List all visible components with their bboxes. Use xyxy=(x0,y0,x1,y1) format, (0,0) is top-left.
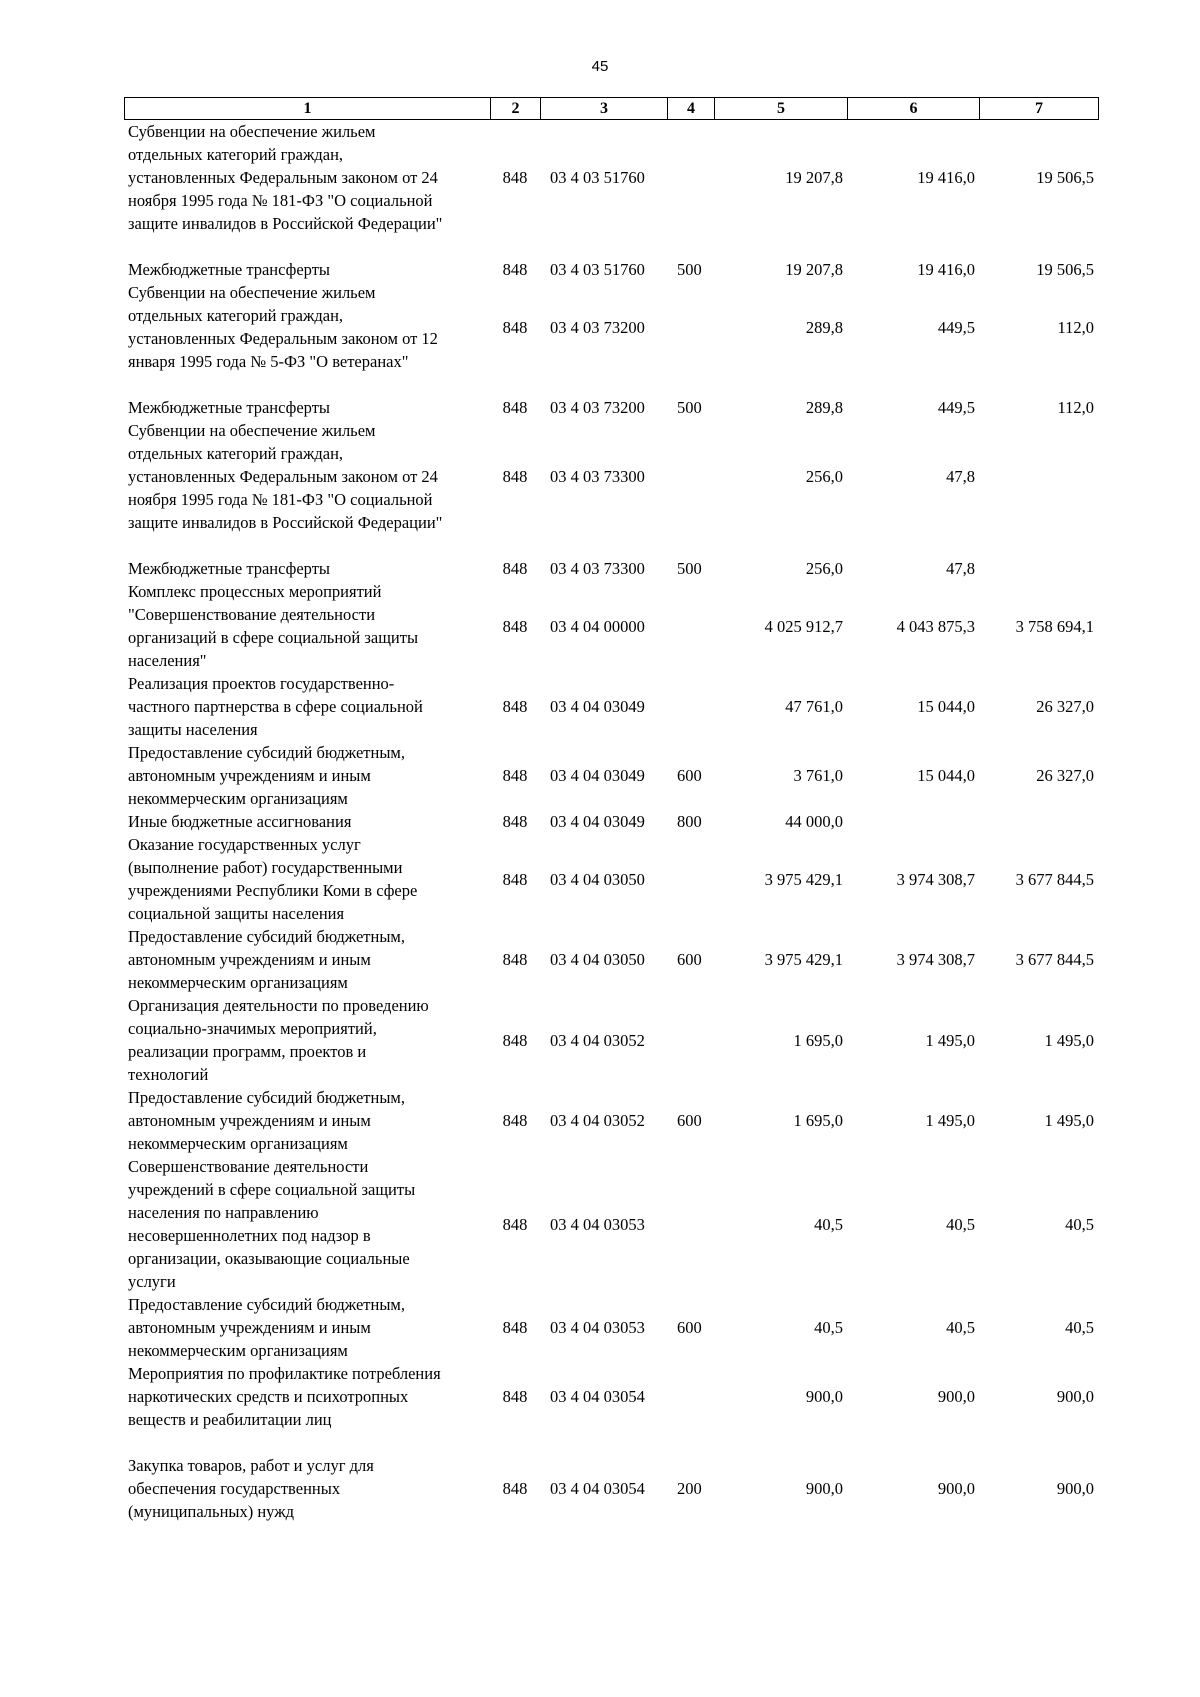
row-value-col7: 3 758 694,1 xyxy=(1015,616,1094,636)
row-value-col6: 1 495,0 xyxy=(925,1030,975,1050)
row-target-code: 03 4 04 03052 xyxy=(550,1111,645,1130)
table-row xyxy=(124,396,1098,419)
row-target-code: 03 4 04 03050 xyxy=(550,869,645,889)
row-expense-type xyxy=(667,1155,714,1293)
row-name-line: января 1995 года № 5-ФЗ "О ветеранах" xyxy=(128,352,409,371)
row-value-col7 xyxy=(979,810,1098,833)
row-chapter: 848 xyxy=(502,260,528,279)
header-col-2: 2 xyxy=(491,98,541,120)
row-name-line: отдельных категорий граждан, xyxy=(128,444,344,463)
row-value-col5: 4 025 912,7 xyxy=(764,616,843,636)
row-value-col5: 3 761,0 xyxy=(793,766,843,785)
row-chapter: 848 xyxy=(502,812,528,831)
row-value-col6: 1 495,0 xyxy=(925,1111,975,1130)
row-name xyxy=(124,557,490,580)
row-value-col5: 289,8 xyxy=(805,317,843,337)
row-name-line: установленных Федеральным законом от 12 xyxy=(128,329,438,348)
row-name-line: защите инвалидов в Российской Федерации" xyxy=(128,214,443,233)
row-name-line: социальной защиты населения xyxy=(128,904,345,923)
row-expense-type xyxy=(667,419,714,534)
row-spacer-cell xyxy=(124,373,1098,396)
row-expense-type: 600 xyxy=(677,1318,702,1337)
row-name-line: некоммерческим организациям xyxy=(128,973,348,992)
row-name-line: отдельных категорий граждан, xyxy=(128,306,344,325)
row-name-line: Закупка товаров, работ и услуг для xyxy=(128,1456,374,1475)
row-spacer xyxy=(124,1431,1098,1454)
row-value-col6: 47,8 xyxy=(946,467,975,486)
row-spacer-cell xyxy=(124,235,1098,258)
row-target-code: 03 4 03 73300 xyxy=(550,559,645,578)
row-name-line: обеспечения государственных xyxy=(128,1479,341,1498)
row-name-line: ноября 1995 года № 181-ФЗ "О социальной xyxy=(128,191,433,210)
row-name-line: автономным учреждениям и иным xyxy=(128,950,371,969)
row-value-col6: 449,5 xyxy=(937,398,975,417)
row-name-line: наркотических средств и психотропных xyxy=(128,1387,409,1406)
row-chapter: 848 xyxy=(502,467,528,486)
row-expense-type xyxy=(667,580,714,672)
table-row xyxy=(124,833,1098,925)
row-target-code: 03 4 04 03049 xyxy=(550,697,645,716)
table-row xyxy=(124,1293,1098,1362)
row-name-line: Предоставление субсидий бюджетным, xyxy=(128,927,405,946)
row-value-col7: 112,0 xyxy=(1057,317,1094,337)
row-value-col6: 19 416,0 xyxy=(917,168,975,187)
row-expense-type: 500 xyxy=(677,559,702,578)
row-name xyxy=(124,925,490,994)
row-spacer-cell xyxy=(124,534,1098,557)
row-name-line: Субвенции на обеспечение жильем xyxy=(128,122,376,141)
row-name xyxy=(124,833,490,925)
row-name-line: установленных Федеральным законом от 24 xyxy=(128,467,438,486)
table-row xyxy=(124,1362,1098,1431)
row-value-col5: 1 695,0 xyxy=(793,1030,843,1050)
row-value-col5: 19 207,8 xyxy=(785,168,843,187)
row-expense-type: 200 xyxy=(677,1479,702,1498)
row-value-col6: 19 416,0 xyxy=(917,260,975,279)
row-name xyxy=(124,994,490,1086)
row-value-col6: 3 974 308,7 xyxy=(896,869,975,889)
header-col-1: 1 xyxy=(125,98,491,120)
row-value-col7 xyxy=(979,557,1098,580)
row-expense-type xyxy=(667,1362,714,1431)
row-spacer xyxy=(124,373,1098,396)
row-name xyxy=(124,258,490,281)
row-value-col7: 19 506,5 xyxy=(1036,260,1094,279)
row-name xyxy=(124,120,490,235)
row-target-code: 03 4 04 03054 xyxy=(550,1479,645,1498)
table-row xyxy=(124,741,1098,810)
row-target-code: 03 4 04 03054 xyxy=(550,1387,645,1406)
row-name-line: организаций в сфере социальной защиты xyxy=(128,628,419,647)
row-name-line: автономным учреждениям и иным xyxy=(128,1111,371,1130)
row-name-line: автономным учреждениям и иным xyxy=(128,766,371,785)
row-value-col6: 900,0 xyxy=(937,1387,975,1406)
row-name-line: Субвенции на обеспечение жильем xyxy=(128,421,376,440)
row-name xyxy=(124,396,490,419)
row-name-line: автономным учреждениям и иным xyxy=(128,1318,371,1337)
row-value-col5: 1 695,0 xyxy=(793,1111,843,1130)
row-value-col7: 26 327,0 xyxy=(1036,697,1094,716)
table-row xyxy=(124,672,1098,741)
row-name-line: населения по направлению xyxy=(128,1203,319,1222)
row-chapter: 848 xyxy=(502,1318,528,1337)
row-name-line: Межбюджетные трансферты xyxy=(128,260,331,279)
row-name xyxy=(124,810,490,833)
row-target-code: 03 4 04 03052 xyxy=(550,1030,645,1050)
row-name-line: Предоставление субсидий бюджетным, xyxy=(128,743,405,762)
row-value-col6: 3 974 308,7 xyxy=(896,950,975,969)
table-row xyxy=(124,557,1098,580)
row-name xyxy=(124,1454,490,1523)
row-value-col7: 40,5 xyxy=(1065,1214,1094,1234)
row-name-line: отдельных категорий граждан, xyxy=(128,145,344,164)
row-value-col5: 3 975 429,1 xyxy=(764,950,843,969)
page-number: 45 xyxy=(591,58,609,75)
row-spacer xyxy=(124,534,1098,557)
row-value-col6: 4 043 875,3 xyxy=(896,616,975,636)
header-col-3: 3 xyxy=(541,98,668,120)
row-name-line: ноября 1995 года № 181-ФЗ "О социальной xyxy=(128,490,433,509)
row-value-col5: 256,0 xyxy=(805,467,843,486)
row-name-line: частного партнерства в сфере социальной xyxy=(128,697,423,716)
row-value-col7: 26 327,0 xyxy=(1036,766,1094,785)
row-name-line: Оказание государственных услуг xyxy=(128,835,361,854)
row-expense-type xyxy=(667,281,714,373)
row-expense-type: 600 xyxy=(677,950,702,969)
row-name-line: учреждениями Республики Коми в сфере xyxy=(128,881,418,900)
row-value-col5: 44 000,0 xyxy=(785,812,843,831)
row-value-col6: 15 044,0 xyxy=(917,766,975,785)
row-name xyxy=(124,580,490,672)
row-value-col7: 900,0 xyxy=(1056,1479,1094,1498)
row-value-col5: 900,0 xyxy=(805,1387,843,1406)
row-value-col5: 40,5 xyxy=(814,1318,843,1337)
table-row xyxy=(124,1454,1098,1523)
row-expense-type: 600 xyxy=(677,1111,702,1130)
row-name-line: (выполнение работ) государственными xyxy=(128,858,403,877)
table-row xyxy=(124,810,1098,833)
row-name-line: населения" xyxy=(128,651,207,670)
row-value-col7: 40,5 xyxy=(1065,1318,1094,1337)
row-chapter: 848 xyxy=(502,559,528,578)
row-expense-type xyxy=(667,994,714,1086)
row-name-line: Межбюджетные трансферты xyxy=(128,559,331,578)
row-expense-type: 600 xyxy=(677,766,702,785)
row-value-col5: 40,5 xyxy=(814,1214,843,1234)
row-name xyxy=(124,1293,490,1362)
row-name xyxy=(124,1362,490,1431)
row-spacer-cell xyxy=(124,1431,1098,1454)
row-name-line: Совершенствование деятельности xyxy=(128,1157,369,1176)
row-value-col5: 19 207,8 xyxy=(785,260,843,279)
row-name-line: Межбюджетные трансферты xyxy=(128,398,331,417)
row-value-col5: 47 761,0 xyxy=(785,697,843,716)
row-name xyxy=(124,1086,490,1155)
row-name-line: защиты населения xyxy=(128,720,258,739)
row-expense-type xyxy=(667,120,714,235)
row-value-col6: 47,8 xyxy=(946,559,975,578)
row-name-line: Организация деятельности по проведению xyxy=(128,996,429,1015)
table-row xyxy=(124,120,1098,235)
row-value-col7: 3 677 844,5 xyxy=(1015,950,1094,969)
row-expense-type: 500 xyxy=(677,260,702,279)
row-target-code: 03 4 04 03053 xyxy=(550,1214,645,1234)
row-value-col7: 1 495,0 xyxy=(1044,1111,1094,1130)
table-row xyxy=(124,419,1098,534)
table-row xyxy=(124,281,1098,373)
row-target-code: 03 4 03 73200 xyxy=(550,317,645,337)
row-chapter: 848 xyxy=(502,950,528,969)
table-row xyxy=(124,994,1098,1086)
row-expense-type xyxy=(667,672,714,741)
row-name-line: установленных Федеральным законом от 24 xyxy=(128,168,438,187)
row-chapter: 848 xyxy=(502,1387,528,1406)
row-name-line: организации, оказывающие социальные xyxy=(128,1249,410,1268)
table-row xyxy=(124,1086,1098,1155)
row-name xyxy=(124,741,490,810)
row-value-col7 xyxy=(979,419,1098,534)
row-name-line: Реализация проектов государственно- xyxy=(128,674,395,693)
table-row xyxy=(124,1155,1098,1293)
row-target-code: 03 4 03 73300 xyxy=(550,467,645,486)
row-name-line: реализации программ, проектов и xyxy=(128,1042,367,1061)
row-chapter: 848 xyxy=(502,1030,528,1050)
row-expense-type xyxy=(667,833,714,925)
row-name-line: веществ и реабилитации лиц xyxy=(128,1410,332,1429)
row-value-col6 xyxy=(847,810,979,833)
row-name-line: услуги xyxy=(128,1272,176,1291)
row-name-line: "Совершенствование деятельности xyxy=(128,605,376,624)
row-name-line: некоммерческим организациям xyxy=(128,789,348,808)
row-name-line: некоммерческим организациям xyxy=(128,1341,348,1360)
row-chapter: 848 xyxy=(502,1214,528,1234)
row-name-line: Иные бюджетные ассигнования xyxy=(128,812,352,831)
row-target-code: 03 4 04 03049 xyxy=(550,812,645,831)
row-name-line: (муниципальных) нужд xyxy=(128,1502,295,1521)
row-target-code: 03 4 03 51760 xyxy=(550,168,645,187)
row-name xyxy=(124,1155,490,1293)
row-target-code: 03 4 03 73200 xyxy=(550,398,645,417)
header-col-5: 5 xyxy=(715,98,848,120)
row-value-col6: 449,5 xyxy=(937,317,975,337)
row-value-col7: 1 495,0 xyxy=(1044,1030,1094,1050)
row-target-code: 03 4 04 03050 xyxy=(550,950,645,969)
row-value-col6: 15 044,0 xyxy=(917,697,975,716)
row-expense-type: 800 xyxy=(677,812,702,831)
row-chapter: 848 xyxy=(502,398,528,417)
row-name xyxy=(124,672,490,741)
row-name-line: учреждений в сфере социальной защиты xyxy=(128,1180,416,1199)
table-header xyxy=(124,97,1099,120)
row-name-line: Предоставление субсидий бюджетным, xyxy=(128,1295,405,1314)
row-chapter: 848 xyxy=(502,168,528,187)
row-chapter: 848 xyxy=(502,766,528,785)
header-col-4: 4 xyxy=(668,98,715,120)
row-name-line: некоммерческим организациям xyxy=(128,1134,348,1153)
row-name xyxy=(124,281,490,373)
row-chapter: 848 xyxy=(502,1479,528,1498)
row-value-col5: 3 975 429,1 xyxy=(764,869,843,889)
row-chapter: 848 xyxy=(502,1111,528,1130)
row-value-col7: 900,0 xyxy=(1056,1387,1094,1406)
table-row xyxy=(124,580,1098,672)
row-name xyxy=(124,419,490,534)
budget-table xyxy=(124,120,1098,1523)
row-chapter: 848 xyxy=(502,317,528,337)
row-value-col5: 900,0 xyxy=(805,1479,843,1498)
row-value-col6: 40,5 xyxy=(946,1318,975,1337)
row-value-col6: 40,5 xyxy=(946,1214,975,1234)
row-name-line: технологий xyxy=(128,1065,209,1084)
table-row xyxy=(124,258,1098,281)
row-expense-type: 500 xyxy=(677,398,702,417)
row-name-line: несовершеннолетних под надзор в xyxy=(128,1226,371,1245)
row-name-line: социально-значимых мероприятий, xyxy=(128,1019,377,1038)
header-col-7: 7 xyxy=(980,98,1099,120)
row-chapter: 848 xyxy=(502,697,528,716)
row-value-col5: 289,8 xyxy=(805,398,843,417)
row-target-code: 03 4 04 00000 xyxy=(550,616,645,636)
row-target-code: 03 4 04 03049 xyxy=(550,766,645,785)
row-target-code: 03 4 04 03053 xyxy=(550,1318,645,1337)
row-target-code: 03 4 03 51760 xyxy=(550,260,645,279)
row-name-line: Предоставление субсидий бюджетным, xyxy=(128,1088,405,1107)
row-value-col5: 256,0 xyxy=(805,559,843,578)
row-chapter: 848 xyxy=(502,869,528,889)
row-value-col7: 19 506,5 xyxy=(1036,168,1094,187)
row-value-col7: 112,0 xyxy=(1057,398,1094,417)
row-name-line: защите инвалидов в Российской Федерации" xyxy=(128,513,443,532)
row-chapter: 848 xyxy=(502,616,528,636)
row-value-col6: 900,0 xyxy=(937,1479,975,1498)
table-row xyxy=(124,925,1098,994)
row-name-line: Мероприятия по профилактике потребления xyxy=(128,1364,441,1383)
row-name-line: Субвенции на обеспечение жильем xyxy=(128,283,376,302)
row-spacer xyxy=(124,235,1098,258)
row-value-col7: 3 677 844,5 xyxy=(1015,869,1094,889)
row-name-line: Комплекс процессных мероприятий xyxy=(128,582,382,601)
header-col-6: 6 xyxy=(848,98,980,120)
